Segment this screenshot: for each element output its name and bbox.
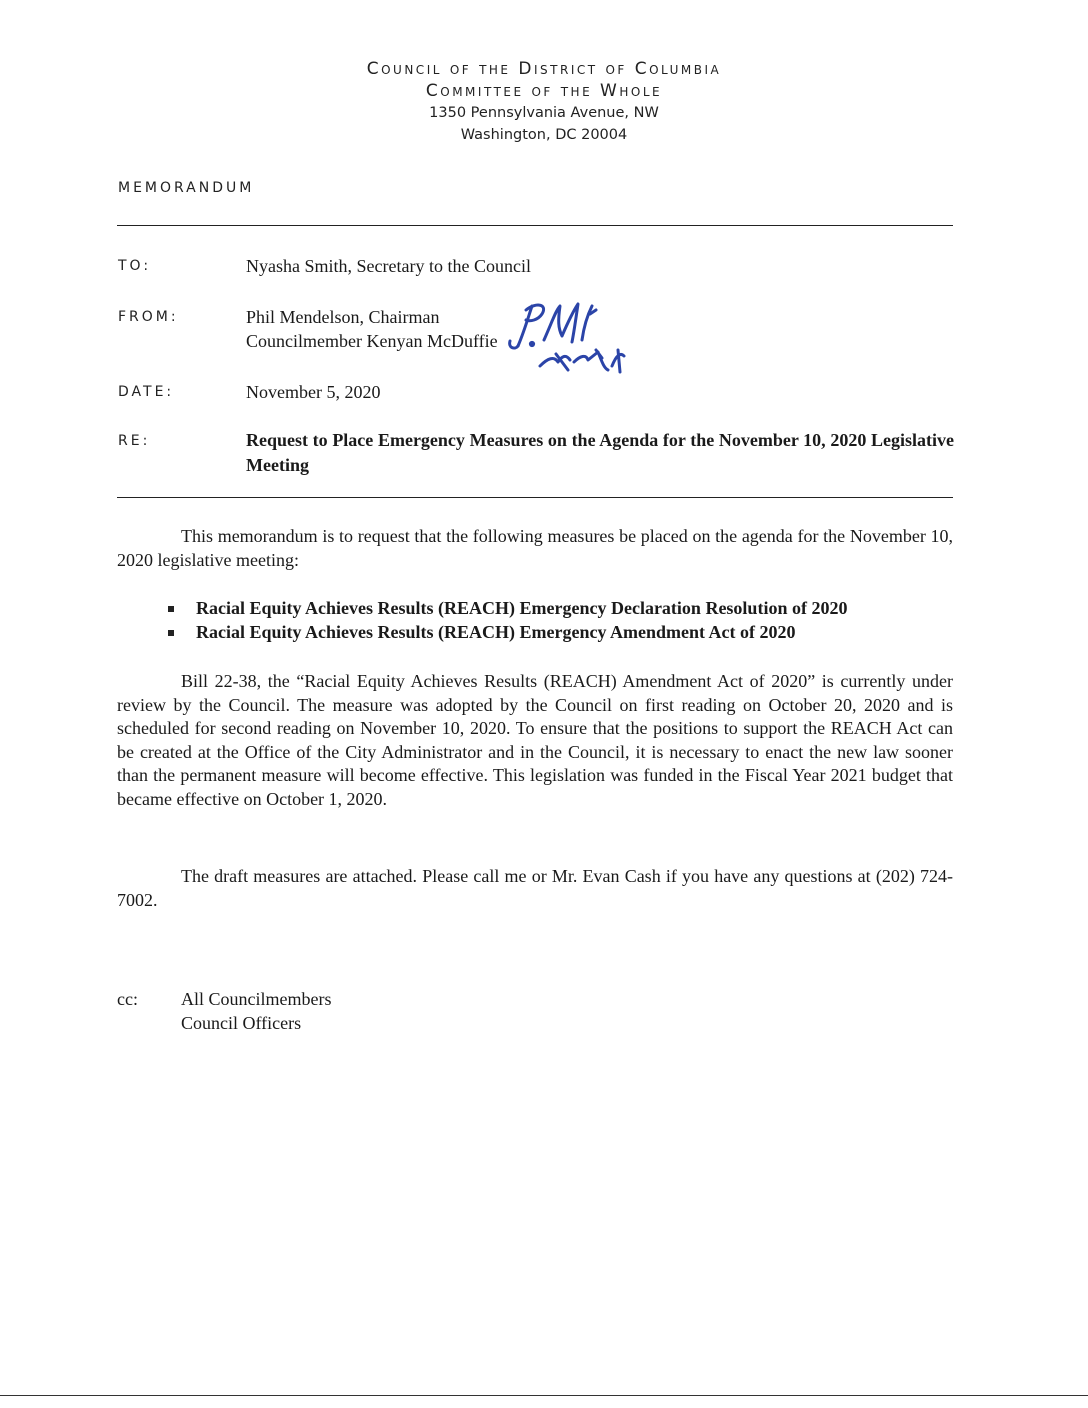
measure-item: Racial Equity Achieves Results (REACH) Emergency Amendment Act of 2020: [166, 621, 966, 645]
page-bottom-rule: [0, 1395, 1088, 1396]
cc-recipient: All Councilmembers: [181, 989, 332, 1009]
to-value: Nyasha Smith, Secretary to the Council: [246, 256, 531, 276]
letterhead-council: Council of the District of Columbia: [366, 59, 722, 79]
measures-list: [166, 597, 966, 644]
from-value-councilmember: Councilmember Kenyan McDuffie: [246, 331, 498, 351]
contact-paragraph: The draft measures are attached. Please call me or Mr. Evan Cash if you have any questions at (202) 724-7002.: [117, 866, 953, 910]
cc-recipients: [181, 987, 331, 1035]
letterhead-city: Washington, DC 20004: [460, 127, 628, 143]
date-label: DATE:: [118, 384, 175, 400]
letterhead-committee: Committee of the Whole: [425, 81, 663, 101]
memorandum-label: MEMORANDUM: [118, 180, 255, 196]
re-label: RE:: [118, 433, 151, 449]
letterhead-street: 1350 Pennsylvania Avenue, NW: [429, 105, 659, 121]
date-value: November 5, 2020: [246, 382, 381, 402]
header-top-rule: [117, 225, 953, 226]
from-value-chairman: Phil Mendelson, Chairman: [246, 307, 440, 327]
measure-item: Racial Equity Achieves Results (REACH) Emergency Declaration Resolution of 2020: [166, 597, 966, 621]
letterhead: [0, 58, 1088, 146]
to-label: TO:: [118, 258, 152, 274]
background-paragraph: Bill 22-38, the “Racial Equity Achieves Results (REACH) Amendment Act of 2020” is currently under review by the Council. The measure was adopted by the Council on first reading on October 20, 2020 and is scheduled for second reading on November 10, 2020. To ensure that the positions to support the REACH Act can be created at the Office of the City Administrator and in the Council, it is necessary to enact the new law sooner than the permanent measure will become effective. This legislation was funded in the Fiscal Year 2021 budget that became effective on October 1, 2020.: [117, 671, 953, 809]
re-subject: Request to Place Emergency Measures on the Agenda for the November 10, 2020 Legislative Meeting: [246, 430, 954, 475]
cc-label: cc:: [117, 989, 138, 1009]
signature: [470, 296, 670, 376]
intro-paragraph: This memorandum is to request that the following measures be placed on the agenda for the November 10, 2020 legislative meeting:: [117, 526, 953, 570]
cc-recipient: Council Officers: [181, 1013, 302, 1033]
header-bottom-rule: [117, 497, 953, 498]
from-label: FROM:: [118, 309, 179, 325]
